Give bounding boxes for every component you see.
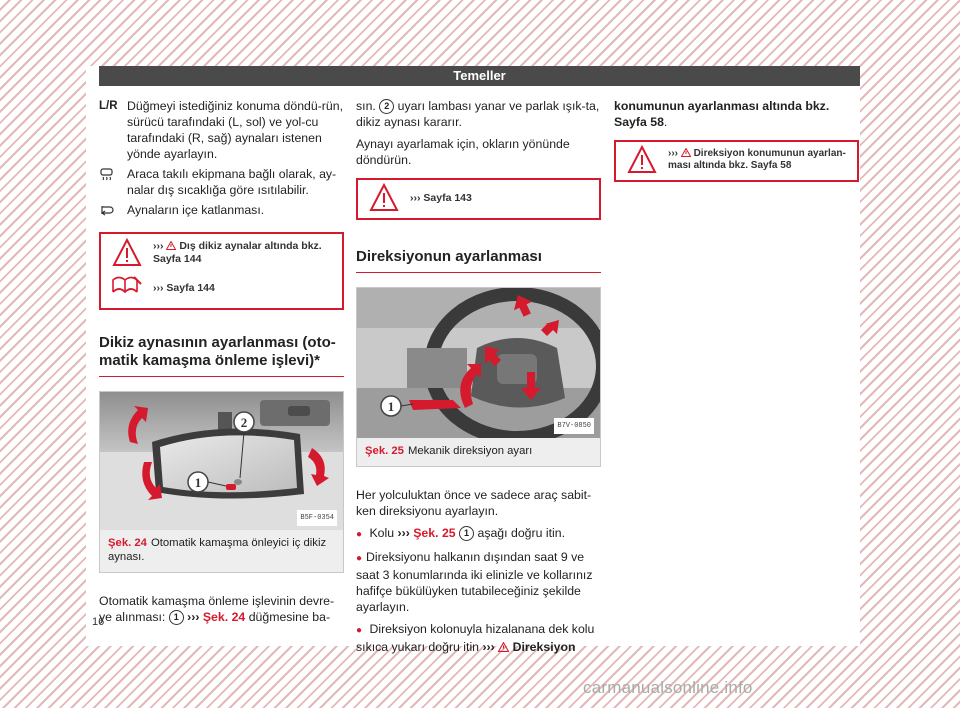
figure-24 [99,391,344,573]
note-ref[interactable]: ››› Sayfa 144 [153,282,215,294]
page-header: Temeller [99,66,860,86]
ref-arrows: ››› [187,610,200,624]
list-item [99,98,344,162]
figure-label: Şek. 25 [365,445,404,457]
paragraph: Her yolculuktan önce ve sadece araç sabit-ken direksiyonu ayarlayın. [356,488,592,518]
figure-24-image [100,392,343,530]
figure-label: Şek. 24 [108,537,147,549]
figure-24-marker-1: 1 [194,475,202,490]
section-title: Direksiyonun ayarlanması [356,248,601,273]
bullet-item: ● Direksiyonu halkanın dışından saat 9 ve saat 3 konumlarında iki elinizle ve kollarınız hafifçe bükülüyken tutabileceğiniz şekilde ayarlayın. [356,549,601,615]
warning-box [614,140,859,182]
warning-arrows: ››› [668,148,678,159]
paragraph: Aynayı ayarlamak için, okların yönünde döndürün. [356,137,570,167]
warning-triangle-icon [616,142,668,175]
figure-caption-text: Otomatik kamaşma önleyici iç dikiz aynası. [108,537,327,563]
warning-box [99,232,344,310]
list-item-text: Aynaların içe katlanması. [127,203,265,217]
figure-caption [357,438,600,466]
column-left [99,98,344,631]
ref-arrows: ››› [482,640,495,654]
small-warning-icon [681,148,691,157]
paragraph: sın. 2 uyarı lambası yanar ve parlak ışık-ta, dikiz aynası kararır. [356,99,600,129]
list-item-text: Araca takılı ekipmana bağlı olarak, ay-nalar dış sıcaklığa göre ısıtılabilir. [127,167,337,197]
figure-24-marker-2: 2 [240,415,248,430]
ref-arrows: ››› [397,526,410,540]
warning-page-ref[interactable]: Sayfa 144 [153,253,202,265]
figure-code: B5F-0354 [297,510,337,526]
small-warning-icon [498,642,509,652]
small-warning-icon [166,241,176,250]
callout-number: 1 [459,526,474,541]
bullet-item: ● Kolu ››› Şek. 25 1 aşağı doğru itin. [356,525,601,543]
figure-caption-text: Mekanik direksiyon ayarı [407,445,533,457]
figure-link[interactable]: Şek. 24 [202,610,246,624]
figure-caption [100,530,343,572]
figure-25-image [357,288,600,438]
paragraph: konumunun ayarlanması altında bkz. Sayfa 58. [614,99,830,129]
warning-box [356,178,601,220]
warning-arrows: ››› [153,240,164,252]
list-item-text: Düğmeyi istediğiniz konuma döndü-rün, sürücü tarafındaki (L, sol) ve yol-cu tarafındaki (R, sağ) aynaları istenen yönde ayarlayın. [127,99,343,161]
column-middle [356,98,601,661]
page-link[interactable]: Sayfa 58 [614,115,664,129]
warning-link[interactable]: Direksiyon [512,640,576,654]
warning-ref-text[interactable]: Dış dikiz aynalar altında bkz. [179,240,322,252]
column-right [614,98,859,182]
watermark: carmanualsonline.info [583,678,753,697]
heated-mirror-icon [99,166,127,198]
page-number: 16 [92,616,105,628]
fold-mirror-icon [99,202,127,218]
section-title: Dikiz aynasının ayarlanması (oto-matik kamaşma önleme işlevi)* [99,334,344,377]
figure-25 [356,287,601,467]
paragraph: Otomatik kamaşma önleme işlevinin devre-ye alınması: 1 ››› Şek. 24 düğmesine ba- [99,594,335,624]
warning-triangle-icon [101,234,153,268]
lr-label: L/R [99,100,118,112]
note-book-icon [101,274,153,296]
list-item [99,166,344,198]
warning-page-ref[interactable]: ››› Sayfa 143 [410,192,472,204]
figure-link[interactable]: Şek. 25 [413,526,456,540]
warning-page-ref[interactable]: ması altında bkz. Sayfa 58 [668,160,792,171]
figure-code: B7V-0850 [554,418,594,434]
callout-number: 1 [169,610,184,625]
figure-25-marker-1: 1 [387,399,395,414]
bullet-item: ● Direksiyon kolonuyla hizalanana dek kolu sıkıca yukarı doğru itin ››› Direksiyon [356,621,601,655]
warning-triangle-icon [358,180,410,213]
warning-ref-text[interactable]: Direksiyon konumunun ayarlan- [693,148,846,159]
list-item [99,202,344,218]
callout-number: 2 [379,99,394,114]
